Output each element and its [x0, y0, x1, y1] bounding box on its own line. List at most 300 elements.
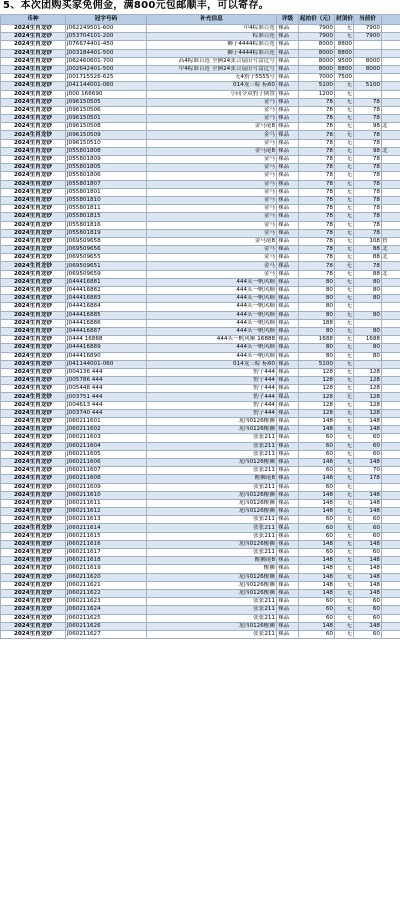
serial-cell: J005786 444 — [66, 377, 147, 385]
bidder-cell — [382, 589, 400, 597]
bidder-cell — [382, 82, 400, 90]
currency-cell: 2024生肖龙钞 — [1, 589, 66, 597]
currency-cell: 2024生肖龙钞 — [1, 368, 66, 376]
cap-price-cell: 无 — [335, 106, 354, 114]
col-header-serial: 冠字号码 — [66, 15, 147, 25]
current-price-cell: 78 — [354, 106, 382, 114]
serial-cell: J044416887 — [66, 327, 147, 335]
grade-cell: 裸品 — [277, 41, 299, 49]
start-price-cell: 60 — [299, 549, 335, 557]
serial-cell: J096150506 — [66, 106, 147, 114]
extra-info-cell: 无4豹子5555号 — [147, 74, 277, 82]
current-price-cell — [354, 360, 382, 368]
grade-cell: 裸品 — [277, 532, 299, 540]
currency-cell: 2024生肖龙钞 — [1, 180, 66, 188]
serial-cell: J044416884 — [66, 303, 147, 311]
grade-cell: 裸品 — [277, 360, 299, 368]
serial-cell: J069509659 — [66, 270, 147, 278]
current-price-cell: 8000 — [354, 57, 382, 65]
grade-cell: 裸品 — [277, 262, 299, 270]
cap-price-cell: 8800 — [335, 65, 354, 73]
bidder-cell — [382, 516, 400, 524]
table-row — [1, 622, 400, 630]
current-price-cell: 148 — [354, 565, 382, 573]
bidder-cell — [382, 581, 400, 589]
serial-cell: J060211626 — [66, 622, 147, 630]
start-price-cell: 78 — [299, 237, 335, 245]
bidder-cell — [382, 450, 400, 458]
bidder-cell — [382, 33, 400, 41]
cap-price-cell: 无 — [335, 311, 354, 319]
extra-info-cell: 444头一帆风顺 — [147, 319, 277, 327]
current-price-cell: 78 — [354, 164, 382, 172]
current-price-cell: 78 — [354, 205, 382, 213]
grade-cell: 裸品 — [277, 147, 299, 155]
current-price-cell: 148 — [354, 458, 382, 466]
bidder-cell — [382, 188, 400, 196]
cap-price-cell: 7500 — [335, 74, 354, 82]
cap-price-cell: 无 — [335, 98, 354, 106]
current-price-cell: 60 — [354, 434, 382, 442]
table-row — [1, 123, 400, 131]
extra-info-cell: 金马 — [147, 188, 277, 196]
cap-price-cell: 无 — [335, 33, 354, 41]
table-row — [1, 630, 400, 638]
cap-price-cell: 无 — [335, 25, 354, 33]
serial-cell: J001715526-625 — [66, 74, 147, 82]
current-price-cell: 60 — [354, 450, 382, 458]
current-price-cell: 78 — [354, 229, 382, 237]
table-row — [1, 581, 400, 589]
serial-cell: J060211612 — [66, 508, 147, 516]
current-price-cell: 80 — [354, 327, 382, 335]
start-price-cell: 78 — [299, 164, 335, 172]
currency-cell: 2024生肖龙钞 — [1, 565, 66, 573]
serial-cell: J002642401-500 — [66, 65, 147, 73]
cap-price-cell: 无 — [335, 450, 354, 458]
cap-price-cell: 无 — [335, 303, 354, 311]
grade-cell: 裸品 — [277, 278, 299, 286]
serial-cell: J055801801 — [66, 188, 147, 196]
currency-cell: 2024生肖龙钞 — [1, 57, 66, 65]
cap-price-cell: 8800 — [335, 41, 354, 49]
bidder-cell — [382, 549, 400, 557]
table-row — [1, 483, 400, 491]
currency-cell: 2024生肖龙钞 — [1, 442, 66, 450]
table-row — [1, 336, 400, 344]
bidder-cell — [382, 475, 400, 483]
grade-cell: 裸品 — [277, 336, 299, 344]
bidder-cell — [382, 319, 400, 327]
extra-info-cell: 张张211 — [147, 532, 277, 540]
start-price-cell: 148 — [299, 508, 335, 516]
serial-cell: J062460601-700 — [66, 57, 147, 65]
bidder-cell — [382, 41, 400, 49]
current-price-cell — [354, 483, 382, 491]
grade-cell: 裸品 — [277, 442, 299, 450]
grade-cell: 裸品 — [277, 303, 299, 311]
extra-info-cell: 444头一帆风顺 — [147, 295, 277, 303]
currency-cell: 2024生肖龙钞 — [1, 188, 66, 196]
extra-info-cell: 龙四0126醒狮 — [147, 426, 277, 434]
table-row — [1, 532, 400, 540]
start-price-cell: 148 — [299, 581, 335, 589]
bidder-cell — [382, 491, 400, 499]
serial-cell: J060211601 — [66, 418, 147, 426]
bidder-cell: 北 — [382, 254, 400, 262]
table-row — [1, 401, 400, 409]
grade-cell: 裸品 — [277, 630, 299, 638]
grade-cell: 裸品 — [277, 516, 299, 524]
extra-info-cell: 金马 — [147, 180, 277, 188]
cap-price-cell: 无 — [335, 418, 354, 426]
cap-price-cell: 无 — [335, 139, 354, 147]
grade-cell: 裸品 — [277, 311, 299, 319]
grade-cell: 裸品 — [277, 581, 299, 589]
extra-info-cell: 龙四0126醒狮 — [147, 418, 277, 426]
start-price-cell: 148 — [299, 475, 335, 483]
bidder-cell — [382, 614, 400, 622]
bidder-cell — [382, 442, 400, 450]
cap-price-cell: 无 — [335, 622, 354, 630]
extra-info-cell: 金马 — [147, 229, 277, 237]
current-price-cell: 128 — [354, 393, 382, 401]
table-row — [1, 516, 400, 524]
serial-cell: J060211616 — [66, 540, 147, 548]
start-price-cell: 148 — [299, 426, 335, 434]
currency-cell: 2024生肖龙钞 — [1, 139, 66, 147]
table-row — [1, 156, 400, 164]
extra-info-cell: 张张211 — [147, 524, 277, 532]
bidder-cell — [382, 622, 400, 630]
extra-info-cell: 金马 — [147, 106, 277, 114]
current-price-cell: 108 — [354, 237, 382, 245]
grade-cell: 裸品 — [277, 368, 299, 376]
table-row — [1, 65, 400, 73]
serial-cell: J044416889 — [66, 344, 147, 352]
bidder-cell — [382, 565, 400, 573]
bidder-cell — [382, 385, 400, 393]
current-price-cell: 148 — [354, 589, 382, 597]
cap-price-cell: 无 — [335, 368, 354, 376]
col-header-current-price: 当前价 — [354, 15, 382, 25]
current-price-cell: 80 — [354, 352, 382, 360]
grade-cell: 裸品 — [277, 467, 299, 475]
cap-price-cell: 无 — [335, 82, 354, 90]
cap-price-cell: 无 — [335, 549, 354, 557]
table-row — [1, 598, 400, 606]
serial-cell: J055801809 — [66, 156, 147, 164]
serial-cell: J060211615 — [66, 532, 147, 540]
extra-info-cell: 金马 — [147, 172, 277, 180]
extra-info-cell: 金马 — [147, 131, 277, 139]
grade-cell: 裸品 — [277, 156, 299, 164]
start-price-cell: 78 — [299, 254, 335, 262]
bidder-cell — [382, 278, 400, 286]
start-price-cell: 78 — [299, 147, 335, 155]
extra-info-cell: 张张211 — [147, 450, 277, 458]
grade-cell: 裸品 — [277, 106, 299, 114]
currency-cell: 2024生肖龙钞 — [1, 524, 66, 532]
currency-cell: 2024生肖龙钞 — [1, 409, 66, 417]
serial-cell: J060211618 — [66, 557, 147, 565]
cap-price-cell: 无 — [335, 319, 354, 327]
start-price-cell: 128 — [299, 409, 335, 417]
start-price-cell: 80 — [299, 327, 335, 335]
cap-price-cell: 无 — [335, 336, 354, 344]
bidder-cell — [382, 598, 400, 606]
start-price-cell: 8000 — [299, 41, 335, 49]
start-price-cell: 78 — [299, 115, 335, 123]
grade-cell: 裸品 — [277, 270, 299, 278]
start-price-cell: 78 — [299, 139, 335, 147]
cap-price-cell: 无 — [335, 516, 354, 524]
cap-price-cell: 无 — [335, 483, 354, 491]
start-price-cell: 78 — [299, 221, 335, 229]
start-price-cell: 78 — [299, 106, 335, 114]
col-header-cap-price: 封顶价 — [335, 15, 354, 25]
start-price-cell: 60 — [299, 606, 335, 614]
currency-cell: 2024生肖龙钞 — [1, 25, 66, 33]
currency-cell: 2024生肖龙钞 — [1, 606, 66, 614]
serial-cell: J060211602 — [66, 426, 147, 434]
table-row — [1, 426, 400, 434]
bidder-cell — [382, 49, 400, 57]
currency-cell: 2024生肖龙钞 — [1, 540, 66, 548]
table-row — [1, 442, 400, 450]
table-row — [1, 549, 400, 557]
grade-cell: 裸品 — [277, 196, 299, 204]
table-row — [1, 565, 400, 573]
grade-cell: 裸品 — [277, 377, 299, 385]
serial-cell: J000 166690 — [66, 90, 147, 98]
current-price-cell: 78 — [354, 115, 382, 123]
current-price-cell — [354, 41, 382, 49]
serial-cell: J060211603 — [66, 434, 147, 442]
table-header-row — [1, 15, 400, 25]
cap-price-cell: 无 — [335, 270, 354, 278]
cap-price-cell: 无 — [335, 630, 354, 638]
extra-info-cell: 444头一帆风顺 — [147, 278, 277, 286]
bidder-cell: 北 — [382, 246, 400, 254]
grade-cell: 裸品 — [277, 123, 299, 131]
current-price-cell: 78 — [354, 131, 382, 139]
table-row — [1, 115, 400, 123]
bidder-cell — [382, 606, 400, 614]
start-price-cell: 78 — [299, 262, 335, 270]
table-row — [1, 508, 400, 516]
grade-cell: 裸品 — [277, 393, 299, 401]
serial-cell: J0444 16888 — [66, 336, 147, 344]
grade-cell: 裸品 — [277, 549, 299, 557]
currency-cell: 2024生肖龙钞 — [1, 115, 66, 123]
bidder-cell — [382, 458, 400, 466]
serial-cell: J060211605 — [66, 450, 147, 458]
current-price-cell: 148 — [354, 499, 382, 507]
start-price-cell: 148 — [299, 499, 335, 507]
start-price-cell: 148 — [299, 557, 335, 565]
serial-cell: J060211614 — [66, 524, 147, 532]
bidder-cell — [382, 25, 400, 33]
table-row — [1, 147, 400, 155]
current-price-cell: 128 — [354, 409, 382, 417]
current-price-cell: 7900 — [354, 33, 382, 41]
bidder-cell — [382, 196, 400, 204]
grade-cell: 裸品 — [277, 172, 299, 180]
start-price-cell: 60 — [299, 516, 335, 524]
extra-info-cell: 龙四0126醒狮 — [147, 491, 277, 499]
grade-cell: 裸品 — [277, 246, 299, 254]
grade-cell: 裸品 — [277, 49, 299, 57]
grade-cell: 裸品 — [277, 622, 299, 630]
currency-cell: 2024生肖龙钞 — [1, 475, 66, 483]
extra-info-cell: 龙四0126醒狮 — [147, 589, 277, 597]
notice-text: 5、本次团购买家免佣金，满800元包邮顺丰，可以寄存。 — [3, 0, 269, 11]
table-row — [1, 205, 400, 213]
bidder-cell — [382, 393, 400, 401]
current-price-cell: 78 — [354, 262, 382, 270]
serial-cell: J003740 444 — [66, 409, 147, 417]
extra-info-cell: 龙四0126醒狮 — [147, 508, 277, 516]
start-price-cell: 78 — [299, 229, 335, 237]
current-price-cell: 78 — [354, 156, 382, 164]
cap-price-cell: 无 — [335, 246, 354, 254]
start-price-cell: 7900 — [299, 25, 335, 33]
grade-cell: 裸品 — [277, 254, 299, 262]
extra-info-cell: 张张211 — [147, 516, 277, 524]
table-row — [1, 106, 400, 114]
table-row — [1, 499, 400, 507]
cap-price-cell: 无 — [335, 565, 354, 573]
currency-cell: 2024生肖龙钞 — [1, 246, 66, 254]
currency-cell: 2024生肖龙钞 — [1, 344, 66, 352]
start-price-cell: 188 — [299, 319, 335, 327]
cap-price-cell: 9500 — [335, 57, 354, 65]
bidder-cell — [382, 418, 400, 426]
current-price-cell: 148 — [354, 491, 382, 499]
serial-cell: J044416881 — [66, 278, 147, 286]
bidder-cell — [382, 262, 400, 270]
extra-info-cell: 444头一帆风顺 — [147, 344, 277, 352]
bidder-cell — [382, 467, 400, 475]
extra-info-cell: 444头一帆风顺 — [147, 287, 277, 295]
extra-info-cell: 金马尾8 — [147, 123, 277, 131]
currency-cell: 2024生肖龙钞 — [1, 598, 66, 606]
bidder-cell — [382, 131, 400, 139]
serial-cell: J041144001-060 — [66, 360, 147, 368]
table-row — [1, 90, 400, 98]
bidder-cell — [382, 90, 400, 98]
grade-cell: 裸品 — [277, 450, 299, 458]
current-price-cell — [354, 49, 382, 57]
extra-info-cell: 444头一帆风顺 — [147, 311, 277, 319]
cap-price-cell: 无 — [335, 581, 354, 589]
start-price-cell: 60 — [299, 524, 335, 532]
current-price-cell: 128 — [354, 401, 382, 409]
currency-cell: 2024生肖龙钞 — [1, 213, 66, 221]
current-price-cell: 1688 — [354, 336, 382, 344]
currency-cell: 2024生肖龙钞 — [1, 418, 66, 426]
serial-cell: J060211613 — [66, 516, 147, 524]
start-price-cell: 78 — [299, 156, 335, 164]
bidder-cell — [382, 139, 400, 147]
current-price-cell: 60 — [354, 516, 382, 524]
extra-info-cell: 高4粽准百连 全俩24张合扇旧号雷比号 — [147, 57, 277, 65]
extra-info-cell: 豹子444 — [147, 401, 277, 409]
serial-cell: J060211606 — [66, 458, 147, 466]
table-row — [1, 246, 400, 254]
table-body — [1, 25, 400, 639]
bidder-cell: 北 — [382, 147, 400, 155]
cap-price-cell: 无 — [335, 508, 354, 516]
table-row — [1, 409, 400, 417]
table-row — [1, 311, 400, 319]
start-price-cell: 148 — [299, 589, 335, 597]
extra-info-cell: 金马尾8 — [147, 147, 277, 155]
serial-cell: J096150510 — [66, 139, 147, 147]
bidder-cell — [382, 336, 400, 344]
extra-info-cell: 龙四0126醒狮 — [147, 622, 277, 630]
extra-info-cell: 金马 — [147, 164, 277, 172]
cap-price-cell: 无 — [335, 237, 354, 245]
extra-info-cell: 醒狮 — [147, 565, 277, 573]
grade-cell: 裸品 — [277, 540, 299, 548]
grade-cell: 裸品 — [277, 352, 299, 360]
cap-price-cell: 无 — [335, 499, 354, 507]
start-price-cell: 60 — [299, 630, 335, 638]
grade-cell: 裸品 — [277, 90, 299, 98]
current-price-cell: 78 — [354, 139, 382, 147]
grade-cell: 裸品 — [277, 589, 299, 597]
cap-price-cell: 无 — [335, 352, 354, 360]
currency-cell: 2024生肖龙钞 — [1, 311, 66, 319]
serial-cell: J069509655 — [66, 254, 147, 262]
table-row — [1, 33, 400, 41]
cap-price-cell: 无 — [335, 295, 354, 303]
current-price-cell: 60 — [354, 630, 382, 638]
auction-table — [0, 14, 400, 639]
bidder-cell — [382, 172, 400, 180]
serial-cell: J060211625 — [66, 614, 147, 622]
cap-price-cell: 无 — [335, 287, 354, 295]
bidder-cell — [382, 229, 400, 237]
currency-cell: 2024生肖龙钞 — [1, 336, 66, 344]
serial-cell: J055801819 — [66, 229, 147, 237]
cap-price-cell: 无 — [335, 131, 354, 139]
extra-info-cell: 金马 — [147, 205, 277, 213]
current-price-cell: 88 — [354, 246, 382, 254]
cap-price-cell: 无 — [335, 180, 354, 188]
extra-info-cell: 醒狮尾8 — [147, 557, 277, 565]
currency-cell: 2024生肖龙钞 — [1, 360, 66, 368]
start-price-cell: 8000 — [299, 57, 335, 65]
grade-cell: 裸品 — [277, 573, 299, 581]
grade-cell: 裸品 — [277, 508, 299, 516]
extra-info-cell: 豹子444 — [147, 385, 277, 393]
serial-cell: J060211611 — [66, 499, 147, 507]
serial-cell: J096150509 — [66, 131, 147, 139]
start-price-cell: 128 — [299, 368, 335, 376]
currency-cell: 2024生肖龙钞 — [1, 196, 66, 204]
start-price-cell: 1688 — [299, 336, 335, 344]
cap-price-cell: 无 — [335, 401, 354, 409]
extra-info-cell: 狮子4444粽准百连 — [147, 49, 277, 57]
grade-cell: 裸品 — [277, 614, 299, 622]
table-row — [1, 74, 400, 82]
grade-cell: 裸品 — [277, 409, 299, 417]
bidder-cell — [382, 98, 400, 106]
extra-info-cell: 中4粽准百连 — [147, 25, 277, 33]
